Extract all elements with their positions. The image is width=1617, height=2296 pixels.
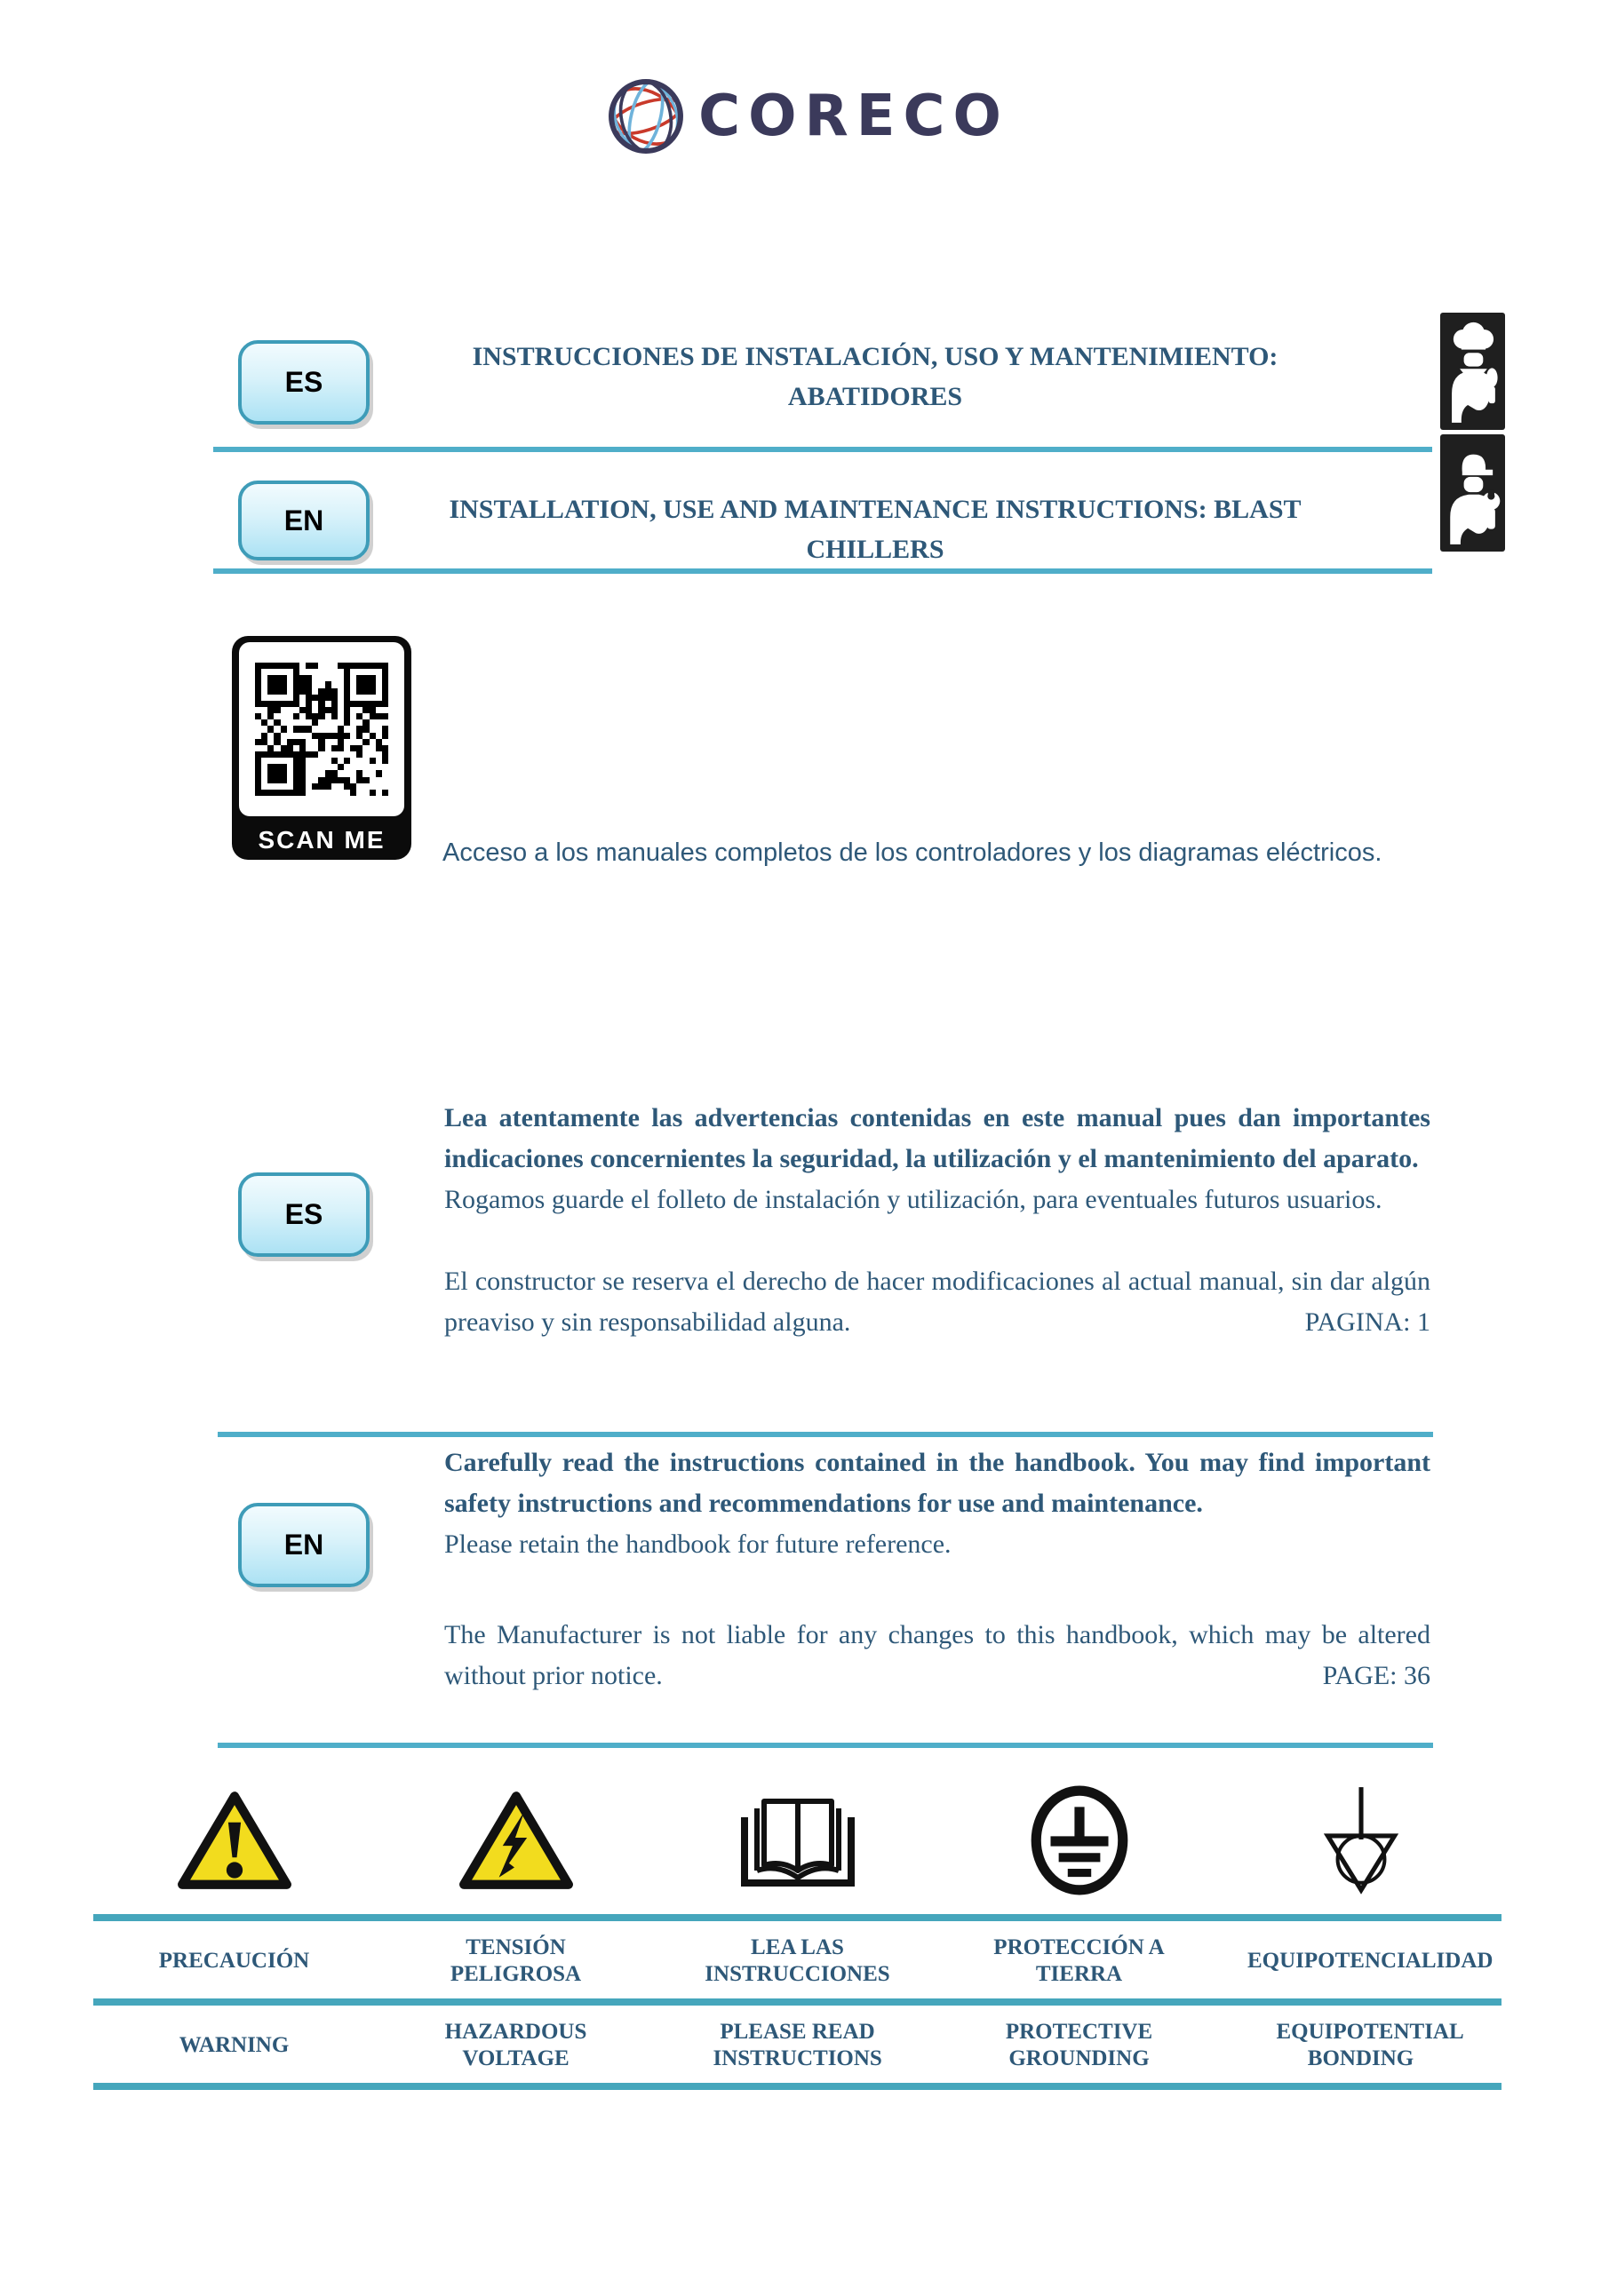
notice-en-footer — [444, 1615, 1430, 1696]
symbols-row — [93, 1784, 1502, 1897]
label-equipotencialidad: EQUIPOTENCIALIDAD — [1247, 1949, 1494, 1973]
globe-icon — [608, 78, 684, 155]
notice-es-footer — [444, 1261, 1430, 1343]
notice-en-body: Please retain the handbook for future reference. — [444, 1529, 952, 1559]
page-ref-en: PAGE: 36 — [1307, 1656, 1430, 1696]
header-divider-2 — [213, 568, 1432, 574]
title-en: INSTALLATION, USE AND MAINTENANCE INSTRUCTIONS: BLAST CHILLERS — [449, 495, 1302, 564]
table-rule-middle — [93, 1998, 1502, 2006]
label-hazardous-voltage: HAZARDOUS VOLTAGE — [444, 2020, 587, 2070]
label-equipotential-bonding: EQUIPOTENTIAL BONDING — [1276, 2020, 1464, 2070]
chef-icon — [1440, 313, 1505, 430]
notice-en-bold: Carefully read the instructions contained in the handbook. You may find important safety instructions and recommendations for use and maintenance. — [444, 1448, 1430, 1518]
label-tension-peligrosa: TENSIÓN PELIGROSA — [450, 1935, 582, 1986]
maintenance-technician-icon — [1440, 434, 1505, 552]
table-rule-bottom — [93, 2083, 1502, 2090]
table-rule-top — [93, 1914, 1502, 1921]
qr-caption: Acceso a los manuales completos de los controladores y los diagramas eléctricos. — [442, 838, 1382, 867]
chef-pictogram — [1444, 317, 1502, 425]
qr-code-area — [239, 642, 404, 816]
lang-badge-es-notice: ES — [238, 1172, 370, 1257]
notice-en — [444, 1442, 1430, 1696]
qr-code — [232, 636, 411, 860]
title-es: INSTRUCCIONES DE INSTALACIÓN, USO Y MANTENIMIENTO: ABATIDORES — [472, 342, 1278, 411]
technician-pictogram — [1444, 439, 1502, 547]
equipotential-bonding-icon — [1320, 1784, 1402, 1902]
brand-wordmark: CORECO — [698, 83, 1009, 149]
notice-divider-1 — [218, 1432, 1433, 1437]
label-proteccion-a-tierra: PROTECCIÓN A TIERRA — [993, 1935, 1165, 1986]
brand-logo — [0, 78, 1617, 155]
read-instructions-icon — [736, 1790, 860, 1895]
label-warning: WARNING — [179, 2033, 290, 2057]
symbol-labels-en — [93, 2010, 1502, 2081]
lang-badge-en-notice: EN — [238, 1503, 370, 1587]
label-precaucion: PRECAUCIÓN — [158, 1949, 310, 1973]
lang-badge-es: ES — [238, 340, 370, 425]
symbol-labels-es — [93, 1926, 1502, 1997]
notice-divider-2 — [218, 1743, 1433, 1748]
qr-matrix — [255, 663, 388, 796]
notice-es — [444, 1098, 1430, 1343]
label-please-read-instructions: PLEASE READ INSTRUCTIONS — [713, 2020, 882, 2070]
notice-en-footer-text: The Manufacturer is not liable for any changes to this handbook, which may be altered without prior notice. — [444, 1620, 1430, 1690]
warning-icon — [176, 1790, 293, 1895]
label-protective-grounding: PROTECTIVE GROUNDING — [1005, 2020, 1153, 2070]
hazardous-voltage-icon — [458, 1790, 575, 1895]
page-ref-es: PAGINA: 1 — [1289, 1302, 1430, 1343]
notice-es-bold: Lea atentamente las advertencias contenidas en este manual pues dan importantes indicaciones concernientes la seguridad, la utilización y el mantenimiento del aparato. — [444, 1103, 1430, 1173]
lang-badge-en: EN — [238, 481, 370, 560]
notice-es-body: Rogamos guarde el folleto de instalación y utilización, para eventuales futuros usuarios. — [444, 1185, 1382, 1214]
label-lea-las-instrucciones: LEA LAS INSTRUCCIONES — [705, 1935, 890, 1986]
notice-es-footer-text: El constructor se reserva el derecho de hacer modificaciones al actual manual, sin dar algún preaviso y sin responsabilidad alguna. — [444, 1267, 1430, 1337]
header-divider-1 — [213, 447, 1432, 452]
protective-grounding-icon — [1030, 1784, 1129, 1901]
qr-label: SCAN ME — [258, 826, 386, 854]
